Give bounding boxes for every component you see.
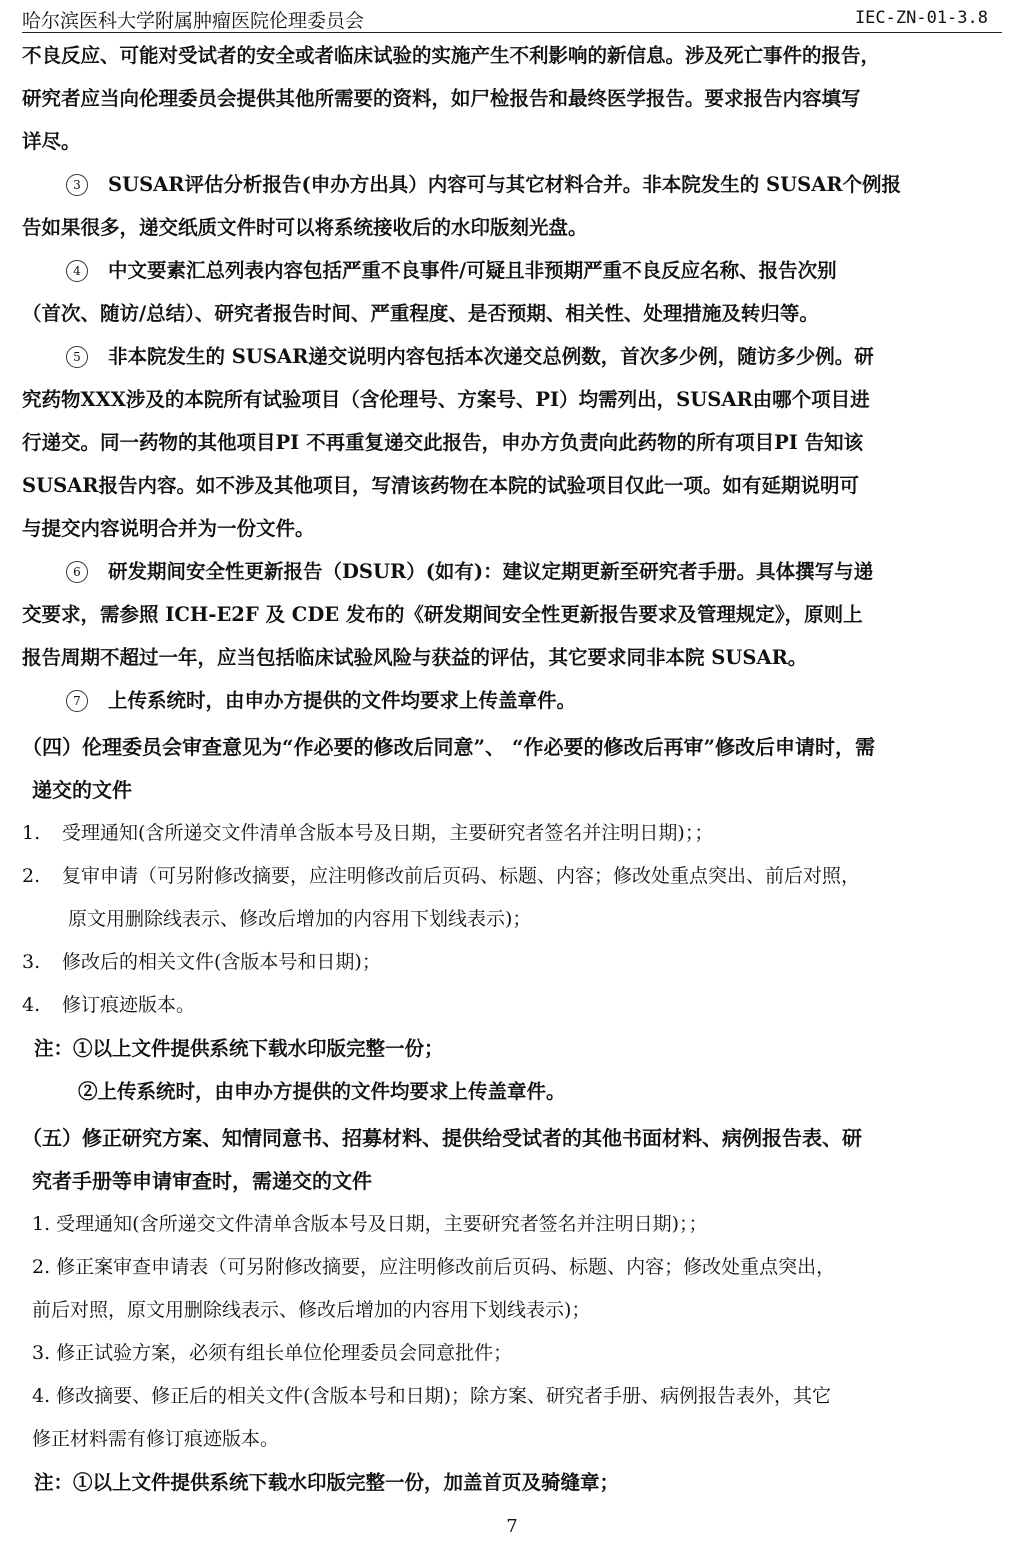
text-line: 告如果很多，递交纸质文件时可以将系统接收后的水印版刻光盘。: [22, 216, 588, 239]
header-document-code: IEC-ZN-01-3.8: [854, 8, 988, 28]
list-item: 1. 受理通知(含所递交文件清单含版本号及日期，主要研究者签名并注明日期)；；: [32, 1213, 708, 1235]
note-line: 注：①以上文件提供系统下载水印版完整一份，加盖首页及骑缝章；: [34, 1471, 620, 1494]
note-line: 注：①以上文件提供系统下载水印版完整一份；: [34, 1037, 444, 1060]
page-header: [22, 6, 1002, 33]
text-line: 行递交。同一药物的其他项目PI 不再重复递交此报告，申办方负责向此药物的所有项目PI 告知该: [22, 431, 864, 454]
header-organization: 哈尔滨医科大学附属肿瘤医院伦理委员会: [22, 10, 365, 32]
continued-paragraph: [22, 34, 1002, 163]
section-heading: （四）伦理委员会审查意见为“作必要的修改后同意”、 “作必要的修改后再审”修改后申请时，需 递交的文件: [22, 735, 875, 802]
circled-number-marker: 4: [66, 260, 88, 282]
circled-number-marker: 6: [66, 561, 88, 583]
list-item-continuation: 修正材料需有修订痕迹版本。: [32, 1428, 280, 1450]
text-line: 研究者应当向伦理委员会提供其他所需要的资料，如尸检报告和最终医学报告。要求报告内容填写: [22, 87, 861, 110]
list-item: 3. 修改后的相关文件(含版本号和日期)；: [22, 941, 1002, 984]
numbered-item-6: [22, 550, 1002, 679]
list-item: 4. 修订痕迹版本。: [22, 984, 1002, 1027]
list-number: 1.: [22, 822, 41, 844]
circled-number-marker: 5: [66, 346, 88, 368]
list-item: 1. 受理通知(含所递交文件清单含版本号及日期，主要研究者签名并注明日期)；；: [22, 812, 1002, 855]
note-line: ②上传系统时，由申办方提供的文件均要求上传盖章件。: [78, 1080, 566, 1103]
text-line: 报告周期不超过一年，应当包括临床试验风险与获益的评估，其它要求同非本院 SUSAR。: [22, 646, 808, 669]
numbered-item-4: [22, 249, 1002, 335]
document-body: [22, 34, 1002, 1504]
list-item-continuation: 原文用删除线表示、修改后增加的内容用下划线表示)；: [68, 908, 532, 930]
section-5: [22, 1117, 1002, 1504]
section-heading: （五）修正研究方案、知情同意书、招募材料、提供给受试者的其他书面材料、病例报告表、研 究者手册等申请审查时，需递交的文件: [22, 1126, 862, 1193]
text-line: 7 上传系统时，由申办方提供的文件均要求上传盖章件。: [22, 679, 1002, 722]
circled-number-marker: 3: [66, 174, 88, 196]
text-line: 不良反应、可能对受试者的安全或者临床试验的实施产生不利影响的新信息。涉及死亡事件的报告，: [22, 44, 881, 67]
text-line: 详尽。: [22, 130, 81, 153]
list-item-continuation: 前后对照，原文用删除线表示、修改后增加的内容用下划线表示)；: [32, 1299, 591, 1321]
text-line: 6 研发期间安全性更新报告（DSUR）(如有)：建议定期更新至研究者手册。具体撰写与递: [22, 550, 1002, 593]
text-line: 5 非本院发生的 SUSAR递交说明内容包括本次递交总例数，首次多少例，随访多少例。研: [22, 335, 1002, 378]
list-number: 3.: [22, 951, 41, 973]
text-line: （首次、随访/总结）、研究者报告时间、严重程度、是否预期、相关性、处理措施及转归等。: [22, 302, 819, 325]
list-item: 2. 修正案审查申请表（可另附修改摘要，应注明修改前后页码、标题、内容；修改处重点突出，: [32, 1256, 836, 1278]
list-number: 4.: [22, 994, 41, 1016]
text-line: 3 SUSAR评估分析报告(申办方出具）内容可与其它材料合并。非本院发生的 SUSAR个例报: [22, 163, 1002, 206]
section-4: [22, 726, 1002, 1113]
text-line: 究药物XXX涉及的本院所有试验项目（含伦理号、方案号、PI）均需列出，SUSAR由哪个项目进: [22, 388, 870, 411]
list-item: 2. 复审申请（可另附修改摘要，应注明修改前后页码、标题、内容；修改处重点突出、前后对照，: [22, 855, 1002, 898]
list-number: 2.: [22, 865, 41, 887]
text-line: 与提交内容说明合并为一份文件。: [22, 517, 315, 540]
text-line: 4 中文要素汇总列表内容包括严重不良事件/可疑且非预期严重不良反应名称、报告次别: [22, 249, 1002, 292]
numbered-item-7: [22, 679, 1002, 722]
list-item: 4. 修改摘要、修正后的相关文件(含版本号和日期)；除方案、研究者手册、病例报告表外，其它: [32, 1385, 831, 1407]
numbered-item-5: [22, 335, 1002, 550]
text-line: SUSAR报告内容。如不涉及其他项目，写清该药物在本院的试验项目仅此一项。如有延期说明可: [22, 474, 860, 497]
page-number: 7: [506, 1516, 518, 1537]
numbered-item-3: [22, 163, 1002, 249]
circled-number-marker: 7: [66, 690, 88, 712]
text-line: 交要求，需参照 ICH-E2F 及 CDE 发布的《研发期间安全性更新报告要求及管理规定》，原则上: [22, 603, 863, 626]
list-item: 3. 修正试验方案，必须有组长单位伦理委员会同意批件；: [32, 1342, 513, 1364]
